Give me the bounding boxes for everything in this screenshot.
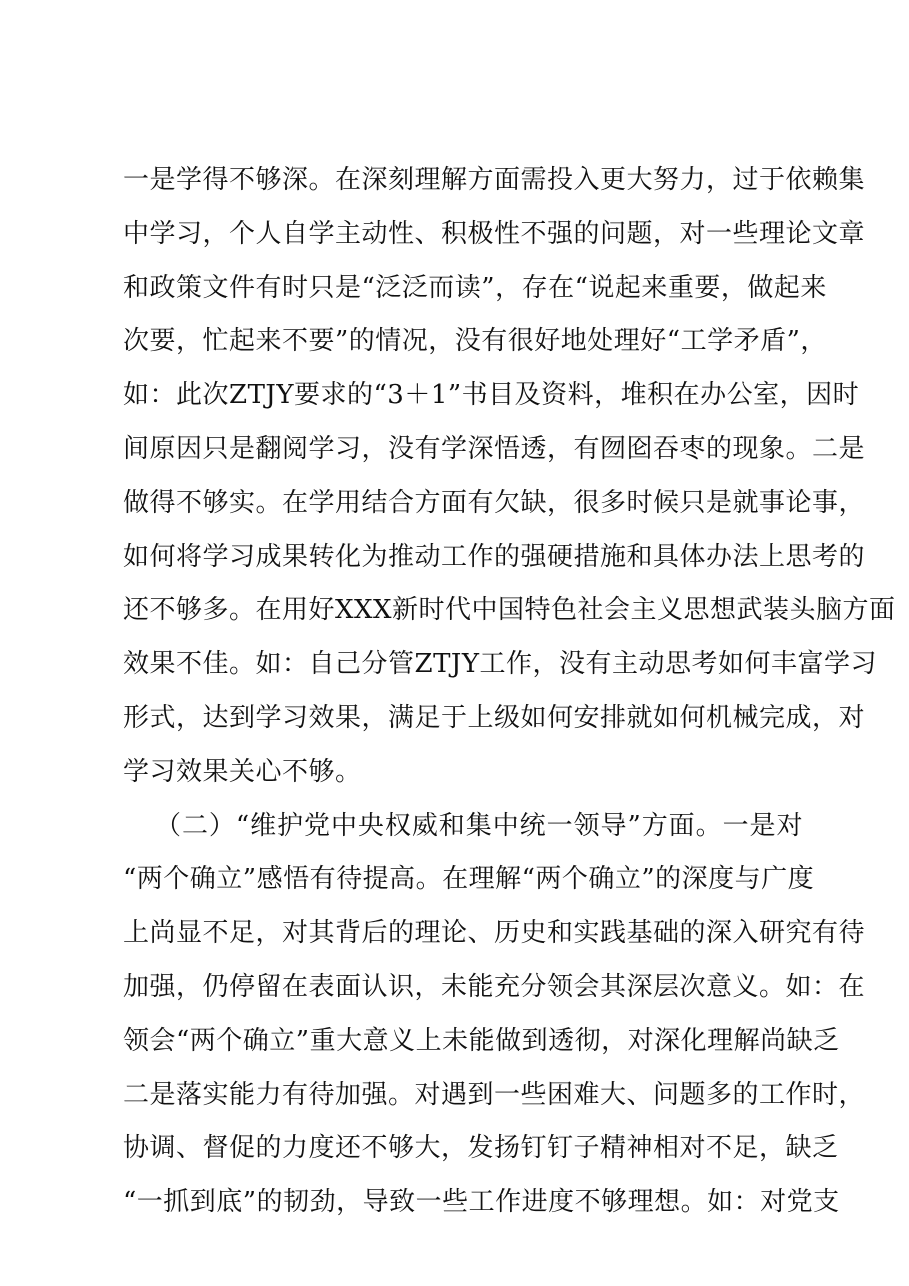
- text-line: 如何将学习成果转化为推动工作的强硬措施和具体办法上思考的: [123, 541, 866, 572]
- text-line: 上尚显不足，对其背后的理论、历史和实践基础的深入研究有待: [123, 918, 866, 949]
- text-line: 一是学得不够深。在深刻理解方面需投入更大努力，过于依赖集: [123, 165, 866, 195]
- text-line: 加强，仍停留在表面认识，未能充分领会其深层次意义。如：在: [123, 971, 866, 1002]
- text-line: 如：此次ZTJY要求的“3＋1”书目及资料，堆积在办公室，因时: [123, 380, 860, 411]
- text-line: “两个确立”感悟有待提高。在理解“两个确立”的深度与广度: [123, 864, 815, 895]
- document-body: [123, 154, 896, 1230]
- text-line: 领会“两个确立”重大意义上未能做到透彻，对深化理解尚缺乏: [123, 1025, 840, 1056]
- text-line: 和政策文件有时只是“泛泛而读”，存在“说起来重要，做起来: [123, 272, 827, 303]
- paragraph-end-line: 学习效果关心不够。: [123, 756, 362, 787]
- text-line: 效果不佳。如：自己分管ZTJY工作，没有主动思考如何丰富学习: [123, 649, 877, 680]
- text-line: “一抓到底”的韧劲，导致一些工作进度不够理想。如：对党支: [123, 1187, 840, 1218]
- section-heading-line: （二）“维护党中央权威和集中统一领导”方面。一是对: [155, 810, 803, 841]
- text-line: 次要，忙起来不要”的情况，没有很好地处理好“工学矛盾”，: [123, 326, 827, 357]
- text-line: 形式，达到学习效果，满足于上级如何安排就如何机械完成，对: [123, 702, 866, 733]
- text-line: 还不够多。在用好XXX新时代中国特色社会主义思想武装头脑方面: [123, 595, 896, 626]
- text-line: 二是落实能力有待加强。对遇到一些困难大、问题多的工作时，: [123, 1079, 866, 1110]
- text-line: 间原因只是翻阅学习，没有学深悟透，有囫囵吞枣的现象。二是: [123, 433, 866, 464]
- text-line: 做得不够实。在学用结合方面有欠缺，很多时候只是就事论事，: [123, 487, 866, 518]
- text-line: 协调、督促的力度还不够大，发扬钉钉子精神相对不足，缺乏: [123, 1133, 839, 1164]
- text-line: 中学习，个人自学主动性、积极性不强的问题，对一些理论文章: [123, 218, 866, 249]
